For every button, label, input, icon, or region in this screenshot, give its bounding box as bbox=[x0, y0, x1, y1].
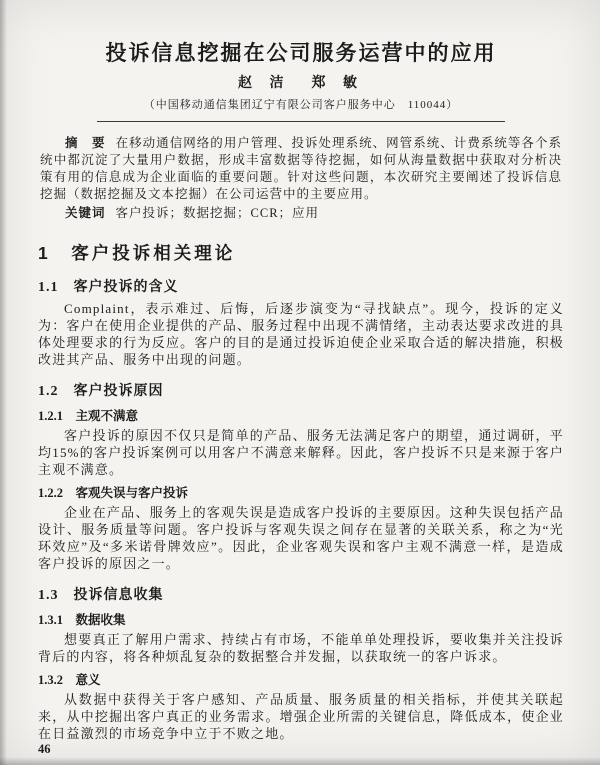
abstract-paragraph bbox=[40, 135, 562, 203]
paragraph-1-3-1: 想要真正了解用户需求、持续占有市场，不能单单处理投诉，要收集并关注投诉背后的内容，将各种烦乱复杂的数据整合并发掘，以获取统一的客户诉求。 bbox=[38, 632, 564, 664]
section-heading-1-1: 1.1 客户投诉的含义 bbox=[38, 280, 179, 295]
page-number: 46 bbox=[38, 742, 51, 756]
paper-authors: 赵 洁 郑 敏 bbox=[238, 76, 364, 91]
paper-title: 投诉信息挖掘在公司服务运营中的应用 bbox=[105, 41, 497, 65]
section-heading-1-2-1: 1.2.1 主观不满意 bbox=[38, 409, 139, 423]
section-heading-1-3-2: 1.3.2 意义 bbox=[38, 673, 101, 687]
paragraph-1-1: Complaint，表示难过、后悔，后逐步演变为“寻找缺点”。现今，投诉的定义为：客户在使用企业提供的产品、服务过程中出现不满情绪，主动表达要求改进的具体处理要求的行为反应。客户的目的是通过投诉迫使企业采取合适的解决措施，积极改进其产品、服务中出现的问题。 bbox=[38, 301, 564, 367]
section-heading-1-3-1: 1.3.1 数据收集 bbox=[38, 613, 126, 627]
abstract-text: 在移动通信网络的用户管理、投诉处理系统、网管系统、计费系统等各个系统中都沉淀了大量用户数据，形成丰富数据等待挖掘，如何从海量数据中获取对分析决策有用的信息成为企业面临的重要问题。针对这些问题，本次研究主要阐述了投诉信息挖掘（数据挖掘及文本挖掘）在公司运营中的主要应用。 bbox=[40, 136, 562, 201]
paragraph-1-2-1: 客户投诉的原因不仅只是简单的产品、服务无法满足客户的期望，通过调研，平均15%的客户投诉案例可以用客户不满意来解释。因此，客户投诉不只是来源于客户主观不满意。 bbox=[38, 428, 564, 477]
section-heading-1-2: 1.2 客户投诉原因 bbox=[38, 384, 164, 399]
section-heading-1: 1 客户投诉相关理论 bbox=[38, 243, 236, 263]
section-heading-1-3: 1.3 投诉信息收集 bbox=[38, 588, 164, 603]
paragraph-1-3-2: 从数据中获得关于客户感知、产品质量、服务质量的相关指标，并使其关联起来，从中挖掘出客户真正的业务需求。增强企业所需的关键信息，降低成本，使企业在日益激烈的市场竞争中立于不败之地。 bbox=[38, 692, 564, 741]
keywords-line bbox=[40, 205, 562, 222]
section-heading-1-2-2: 1.2.2 客观失误与客户投诉 bbox=[38, 486, 189, 500]
paper-affiliation: （中国移动通信集团辽宁有限公司客户服务中心 110044） bbox=[143, 99, 459, 111]
abstract-label: 摘 要 bbox=[65, 136, 106, 150]
header-divider bbox=[97, 121, 505, 122]
keywords-text: 客户投诉；数据挖掘；CCR；应用 bbox=[115, 206, 320, 220]
paragraph-1-2-2: 企业在产品、服务上的客观失误是造成客户投诉的主要原因。这种失误包括产品设计、服务质量等问题。客户投诉与客观失误之间存在显著的关联关系，称之为“光环效应”及“多米诺骨牌效应”。因此，企业客观失误和客户主观不满意一样，是造成客户投诉的原因之一。 bbox=[38, 505, 564, 571]
keywords-label: 关键词 bbox=[65, 206, 106, 220]
